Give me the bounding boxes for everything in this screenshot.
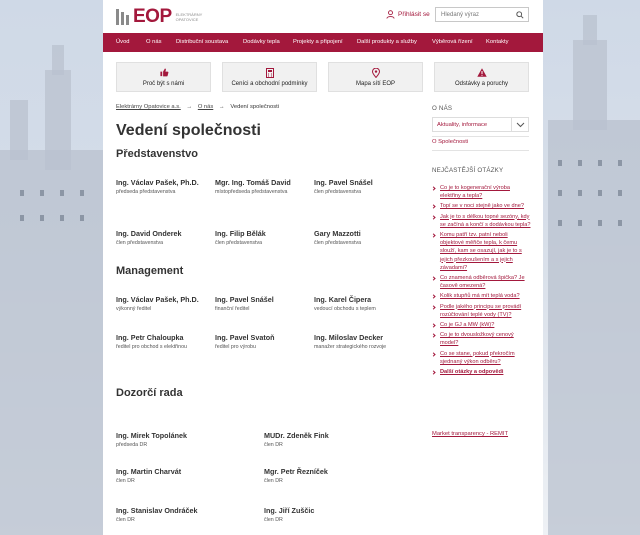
sidebar-about-link[interactable]: O Společnosti xyxy=(432,139,469,145)
section-title-supervisory: Dozorčí rada xyxy=(116,387,183,399)
faq-item-link[interactable]: Co je GJ a MW (kW)? xyxy=(440,322,495,329)
person-role: člen představenstva xyxy=(314,189,362,195)
quick-button-outages[interactable] xyxy=(434,62,529,92)
person-name: Ing. Stanislav Ondráček xyxy=(116,506,198,515)
nav-item[interactable]: Úvod xyxy=(116,39,130,45)
nav-item[interactable]: Další produkty a služby xyxy=(357,39,417,45)
header xyxy=(103,0,543,33)
person-name: Ing. Miloslav Decker xyxy=(314,333,384,342)
person-role: finanční ředitel xyxy=(215,306,250,312)
faq-item[interactable] xyxy=(432,274,532,290)
person-role: člen představenstva xyxy=(314,240,362,246)
search-icon[interactable] xyxy=(516,11,524,19)
person-role: člen DR xyxy=(116,517,135,523)
quick-button-map[interactable] xyxy=(328,62,423,92)
person-name: Mgr. Petr Řezníček xyxy=(264,467,328,476)
map-pin-icon xyxy=(372,68,380,78)
person-role: místopředseda představenstva xyxy=(215,189,288,195)
faq-item-link[interactable]: Co je to dvousložkový cenový model? xyxy=(440,332,514,347)
person-name: Ing. Pavel Snášel xyxy=(215,295,274,304)
section-title-board: Představenstvo xyxy=(116,148,198,160)
person-role: předseda DR xyxy=(116,442,148,448)
faq-more-link[interactable] xyxy=(432,368,532,376)
person-name: Gary Mazzotti xyxy=(314,229,361,238)
background-town-left xyxy=(0,0,103,535)
faq-item[interactable] xyxy=(432,350,532,366)
sidebar-dropdown-value: Aktuality, informace xyxy=(437,122,488,128)
faq-item[interactable] xyxy=(432,331,532,347)
person-name: MUDr. Zdeněk Fink xyxy=(264,431,329,440)
logo[interactable] xyxy=(116,6,212,28)
person-role: vedoucí obchodu s teplem xyxy=(314,306,376,312)
person-role: člen DR xyxy=(264,478,283,484)
person-role: člen DR xyxy=(116,478,135,484)
breadcrumb xyxy=(116,104,279,110)
person-name: Ing. Pavel Snášel xyxy=(314,178,373,187)
person-role: člen představenstva xyxy=(215,240,263,246)
quick-button-why-us[interactable] xyxy=(116,62,211,92)
person-name: Ing. Petr Chaloupka xyxy=(116,333,184,342)
divider xyxy=(432,136,529,137)
breadcrumb-separator: → xyxy=(218,104,225,110)
person-name: Ing. Václav Pašek, Ph.D. xyxy=(116,295,199,304)
person-role: člen DR xyxy=(264,517,283,523)
chevron-down-icon[interactable] xyxy=(511,118,528,131)
faq-item-link[interactable]: Komu patří tzv. patní neboli objektové měřiče tepla, k čemu slouží, kam se osazují, jak je to s jejich přezkoušením a s jejich závadami? xyxy=(440,232,522,271)
quick-buttons xyxy=(116,62,529,92)
breadcrumb-parent-link[interactable]: O nás xyxy=(197,104,214,110)
faq-item[interactable] xyxy=(432,213,532,229)
person-name: Ing. Pavel Svatoň xyxy=(215,333,275,342)
faq-item-link[interactable]: Co znamená odběrová špička? Je časově omezená? xyxy=(440,275,525,290)
faq-item[interactable] xyxy=(432,184,532,200)
faq-item-link[interactable]: Podle jakého principu se provádí rozúčtování teplé vody (TV)? xyxy=(440,303,522,318)
page-container xyxy=(103,0,543,535)
search-placeholder: Hledaný výraz xyxy=(441,12,480,18)
faq-item-link[interactable]: Co je to kogenerační výroba elektřiny a tepla? xyxy=(440,185,510,200)
thumbs-up-icon xyxy=(159,68,168,77)
quick-button-label: Proč být s námi xyxy=(142,81,185,87)
sidebar-dropdown[interactable] xyxy=(432,117,529,132)
person-role: výkonný ředitel xyxy=(116,306,152,312)
person-name: Ing. Václav Pašek, Ph.D. xyxy=(116,178,199,187)
faq-item-link[interactable]: Co se stane, pokud překročím sjednaný výkon odběru? xyxy=(440,350,515,365)
faq-item-link[interactable]: Jak je to s délkou topné sezóny, kdy se začíná a končí s dodávkou tepla? xyxy=(440,213,531,228)
quick-button-label: Ceníci a obchodní podmínky xyxy=(231,81,308,87)
calculator-icon xyxy=(266,68,274,78)
quick-button-label: Odstávky a poruchy xyxy=(454,81,509,87)
faq-list xyxy=(432,184,532,378)
quick-button-label: Mapa sítí EOP xyxy=(355,81,395,87)
person-name: Ing. Filip Bělák xyxy=(215,229,266,238)
market-transparency-link[interactable]: Market transparency - REMIT xyxy=(432,431,509,437)
nav-item[interactable]: Výběrová řízení xyxy=(432,39,473,45)
person-name: Ing. Karel Čipera xyxy=(314,295,372,304)
nav-item[interactable]: Kontakty xyxy=(486,39,509,45)
search-input[interactable] xyxy=(435,7,529,22)
faq-item[interactable] xyxy=(432,292,532,300)
nav-item[interactable]: Dodávky tepla xyxy=(243,39,280,45)
person-role: ředitel pro výrobu xyxy=(215,344,256,350)
faq-item[interactable] xyxy=(432,321,532,329)
person-name: Ing. Martin Charvát xyxy=(116,467,182,476)
login-label: Přihlásit se xyxy=(398,11,430,18)
login-link[interactable] xyxy=(386,10,430,19)
background-town-right xyxy=(543,0,640,535)
logo-subtext: ELEKTRÁRNY OPATOVICE xyxy=(175,12,203,22)
nav-item[interactable]: Projekty a připojení xyxy=(293,39,343,45)
main-nav xyxy=(103,33,543,52)
divider xyxy=(432,150,529,151)
logo-bars-icon xyxy=(116,9,129,25)
sidebar-about-title: O NÁS xyxy=(432,105,453,112)
person-name: Ing. Mirek Topolánek xyxy=(116,431,187,440)
breadcrumb-home-link[interactable]: Elektrárny Opatovice a.s. xyxy=(116,104,181,110)
user-icon xyxy=(386,10,395,19)
nav-item[interactable]: Distribuční soustava xyxy=(176,39,229,45)
person-name: Ing. Jiří Zuščic xyxy=(264,506,315,515)
warning-icon xyxy=(477,68,487,77)
quick-button-pricing[interactable] xyxy=(222,62,317,92)
person-role: ředitel pro obchod s elektřinou xyxy=(116,344,187,350)
breadcrumb-separator: → xyxy=(186,104,193,110)
faq-item[interactable] xyxy=(432,202,532,210)
person-role: člen DR xyxy=(264,442,283,448)
faq-item-link[interactable]: Topí se v noci stejně jako ve dne? xyxy=(440,203,524,210)
person-name: Mgr. Ing. Tomáš David xyxy=(215,178,291,187)
breadcrumb-current: Vedení společnosti xyxy=(230,104,279,110)
person-name: Ing. David Onderek xyxy=(116,229,182,238)
person-role: člen představenstva xyxy=(116,240,164,246)
faq-item-link[interactable]: Kolik stupňů má mít teplá voda? xyxy=(440,293,520,300)
faq-item[interactable] xyxy=(432,231,532,272)
page-title: Vedení společnosti xyxy=(116,122,261,139)
logo-text: EOP xyxy=(133,6,172,27)
nav-item[interactable]: O nás xyxy=(146,39,162,45)
section-title-management: Management xyxy=(116,265,184,277)
person-role: manažer strategického rozvoje xyxy=(314,344,387,350)
person-role: předseda představenstva xyxy=(116,189,176,195)
faq-more-label[interactable]: Další otázky a odpovědi xyxy=(440,369,504,376)
sidebar-faq-title: NEJČASTĚJŠÍ OTÁZKY xyxy=(432,167,504,174)
faq-item[interactable] xyxy=(432,303,532,319)
